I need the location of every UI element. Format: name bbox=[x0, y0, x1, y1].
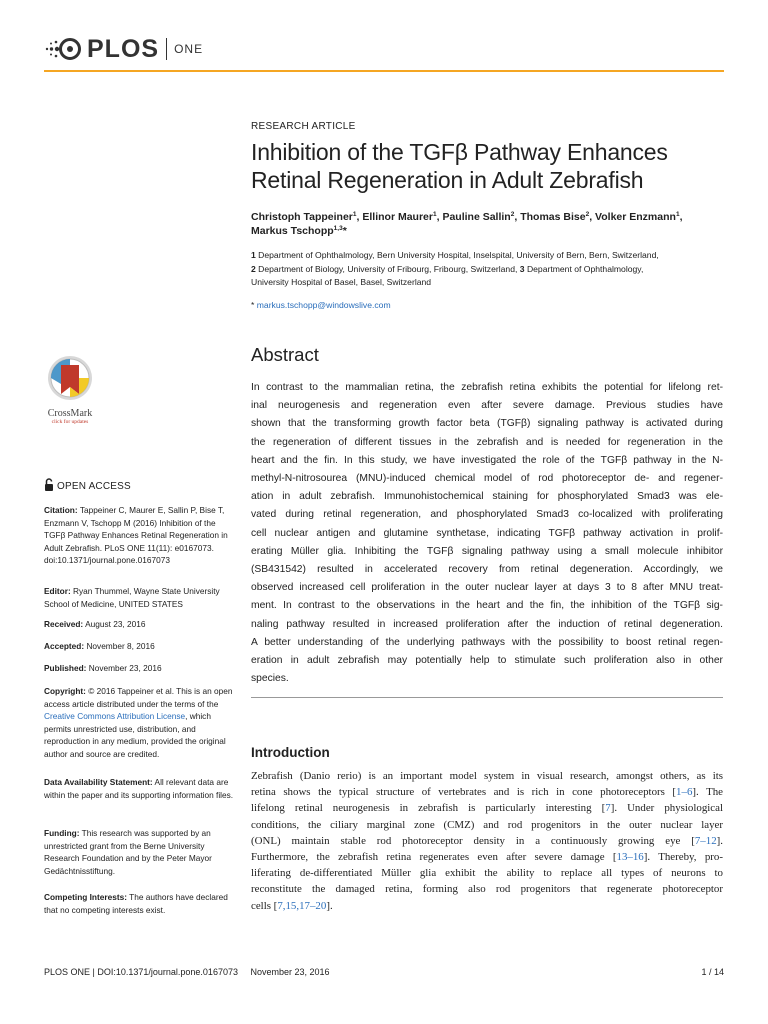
data-availability-label: Data Availability Statement: bbox=[44, 777, 153, 787]
abstract-line: erating Müller glia. Inhibiting the TGFβ signaling pathway using a small molecule inhibitor bbox=[251, 545, 723, 557]
editor-text: Ryan Thummel, Wayne State University School of Medicine, UNITED STATES bbox=[44, 586, 220, 609]
abstract-line: In contrast to the mammalian retina, the zebrafish retina exhibits the potential for lifelong ret- bbox=[251, 382, 723, 393]
abstract-line: (SB431542) resulted in accelerated recovery from retinal degeneration. Accordingly, we bbox=[251, 564, 723, 576]
corresponding-email[interactable] bbox=[251, 300, 723, 310]
abstract-line: the regeneration of different tissues in the zebrafish and is needed for regeneration in the bbox=[251, 436, 723, 448]
abstract-line: shown that the transforming growth factor beta (TGFβ) signaling pathway is activated during bbox=[251, 418, 723, 430]
abstract-line: methyl-N-nitrosourea (MNU)-induced chemical model of rod photoreceptor de- and regener- bbox=[251, 473, 723, 485]
plos-logo-text: PLOS bbox=[87, 34, 160, 63]
article-type: RESEARCH ARTICLE bbox=[251, 121, 356, 132]
abstract-line: observed increased cell proliferation in the outer nuclear layer at days 3 to 8 after MNU treat- bbox=[251, 582, 723, 594]
abstract-line: heart and the fin. In this study, we have investigated the role of the TGFβ pathway in the N- bbox=[251, 454, 723, 466]
affil-number: 2 bbox=[251, 263, 256, 274]
funding-text: This research was supported by an unrestricted grant from the Berne University Research Foundation and by the Peter Mayor Gedächtnisstiftung. bbox=[44, 828, 212, 876]
citation-label: Citation: bbox=[44, 505, 78, 515]
open-access-badge bbox=[44, 478, 131, 495]
author-name[interactable]: Markus Tschopp bbox=[251, 225, 334, 237]
affil-text: Department of Biology, University of Fribourg, Fribourg, Switzerland, bbox=[258, 263, 518, 274]
affil-number: 3 bbox=[519, 263, 525, 274]
received-label: Received: bbox=[44, 619, 84, 629]
intro-line: Furthermore, the zebrafish retina regenerates even after severe damage [13–16]. Thereby, pro- bbox=[251, 851, 723, 864]
author-name[interactable]: Christoph Tappeiner bbox=[251, 211, 353, 223]
intro-line: reconstitute the damaged retina, forming also rod progenitors that regenerate photoreceptor bbox=[251, 883, 723, 896]
copyright-text: © 2016 Tappeiner et al. This is an open access article distributed under the terms of the bbox=[44, 686, 233, 709]
abstract-line: naling pathway resulted in increased proliferation after the induction of retinal degeneration. bbox=[251, 618, 723, 630]
open-access-label: OPEN ACCESS bbox=[57, 481, 131, 492]
funding-block bbox=[44, 827, 234, 877]
footer-date: November 23, 2016 bbox=[250, 967, 330, 977]
published-label: Published: bbox=[44, 663, 87, 673]
accepted-label: Accepted: bbox=[44, 641, 85, 651]
affil-text: Department of Ophthalmology, Bern University Hospital, Inselspital, University of Bern, Bern, Switzerland, bbox=[258, 250, 659, 260]
data-availability-text: All relevant data are within the paper and its supporting information files. bbox=[44, 777, 234, 800]
abstract-text bbox=[251, 379, 723, 688]
abstract-line: A better understanding of the underlying pathways with the possibility to boost retinal regen- bbox=[251, 636, 723, 648]
received-block bbox=[44, 618, 234, 631]
author-name[interactable]: Pauline Sallin bbox=[442, 211, 511, 223]
copyright-label: Copyright: bbox=[44, 686, 86, 696]
intro-line: lifelong retinal neurogenesis in zebrafish is particularly interesting [7]. Under physiological bbox=[251, 802, 723, 815]
abstract-line: cell nuclear antigen and glutamine synthetase, indicating TGFβ pathway activation in prolif- bbox=[251, 527, 723, 539]
copyright-block bbox=[44, 685, 234, 760]
citation-link[interactable]: 1–6 bbox=[676, 786, 693, 799]
author-name[interactable]: Ellinor Maurer bbox=[362, 211, 433, 223]
author-affil-sup: 1 bbox=[675, 211, 680, 218]
abstract-line: eration in adult zebrafish may potentially help to stimulate such proliferation also in other bbox=[251, 655, 723, 667]
abstract-line: inal neurogenesis and regeneration even after severe damage. Previous studies have bbox=[251, 400, 723, 412]
introduction-text bbox=[251, 768, 723, 914]
plos-logo-icon bbox=[44, 34, 84, 64]
affiliations bbox=[251, 249, 723, 290]
header-rule bbox=[44, 70, 724, 72]
author-affil-sup: 2 bbox=[585, 211, 590, 218]
editor-label: Editor: bbox=[44, 586, 71, 596]
journal-name: ONE bbox=[174, 42, 204, 56]
intro-line: cells [7,15,17–20]. bbox=[251, 899, 333, 912]
citation-text: Tappeiner C, Maurer E, Sallin P, Bise T, Enzmann V, Tschopp M (2016) Inhibition of the TGFβ Pathway Enhances Retinal Regeneration in Adult Zebrafish. PLoS ONE 11(11): e0167073. doi:10.1371/journal.pone.0167073 bbox=[44, 505, 228, 565]
crossmark-badge[interactable] bbox=[44, 354, 96, 425]
abstract-line: ment. In contrast to the observations in the heart and the fin, the inhibition of the TGFβ sig- bbox=[251, 600, 723, 612]
intro-line: liferating de-differentiated Müller glia exhibit the ability to replace all types of neurons to bbox=[251, 867, 723, 880]
funding-label: Funding: bbox=[44, 828, 80, 838]
data-availability-block bbox=[44, 776, 234, 801]
author-affil-sup: 1 bbox=[352, 211, 357, 218]
author-name[interactable]: Volker Enzmann bbox=[595, 211, 676, 223]
accepted-text: November 8, 2016 bbox=[86, 641, 155, 651]
published-text: November 23, 2016 bbox=[88, 663, 162, 673]
affil-number: 1 bbox=[251, 250, 256, 260]
competing-interests-block bbox=[44, 891, 234, 916]
citation-link[interactable]: 13–16 bbox=[616, 851, 644, 864]
author-affil-sup: 1,3 bbox=[333, 225, 343, 232]
section-divider bbox=[251, 697, 723, 698]
published-block bbox=[44, 662, 234, 675]
introduction-heading: Introduction bbox=[251, 745, 330, 760]
corresponding-mark: * bbox=[342, 225, 347, 237]
author-name[interactable]: Thomas Bise bbox=[520, 211, 586, 223]
affil-text: Department of Ophthalmology, bbox=[526, 263, 644, 274]
crossmark-sub: click for updates bbox=[51, 419, 89, 425]
license-link[interactable]: Creative Commons Attribution License bbox=[44, 711, 186, 721]
article-title bbox=[251, 138, 723, 194]
intro-line: Zebrafish (Danio rerio) is an important model system in visual research, amongst others, as its bbox=[251, 770, 723, 782]
plos-one-logo[interactable] bbox=[44, 34, 203, 64]
intro-line: (ONL) maintain stable rod photoreceptor density in a continuously growing eye [7–12]. bbox=[251, 834, 723, 847]
abstract-heading: Abstract bbox=[251, 344, 319, 365]
page-number: 1 / 14 bbox=[701, 967, 724, 977]
page-footer bbox=[44, 967, 724, 977]
crossmark-label: CrossMark bbox=[47, 408, 93, 419]
title-line-2: Retinal Regeneration in Adult Zebrafish bbox=[251, 167, 644, 193]
citation-link[interactable]: 7 bbox=[605, 802, 611, 815]
citation-link[interactable]: 7,15,17–20 bbox=[277, 899, 327, 912]
author-affil-sup: 2 bbox=[510, 211, 515, 218]
email-link[interactable]: markus.tschopp@windowslive.com bbox=[256, 300, 391, 310]
affil-text: University Hospital of Basel, Basel, Switzerland bbox=[251, 277, 432, 287]
citation-block bbox=[44, 504, 234, 567]
editor-block bbox=[44, 585, 234, 610]
footer-journal-doi: PLOS ONE | DOI:10.1371/journal.pone.0167073 bbox=[44, 967, 238, 977]
competing-interests-text: The authors have declared that no competing interests exist. bbox=[44, 892, 228, 915]
citation-link[interactable]: 7–12 bbox=[694, 834, 717, 847]
author-affil-sup: 1 bbox=[432, 211, 437, 218]
abstract-line: ation in adult zebrafish. Immunohistochemical staining for phosphorylated Smad3 was ele- bbox=[251, 491, 723, 503]
abstract-line: vated during retinal regeneration, and phosphorylated Smad3 co-localized with proliferating bbox=[251, 509, 723, 521]
abstract-line: species. bbox=[251, 673, 289, 685]
intro-line: retina shows the typical structure of vertebrates and is rich in cone photoreceptors [1–6]. The bbox=[251, 786, 724, 799]
email-star: * bbox=[251, 300, 255, 310]
intro-line: conditions, the ciliary marginal zone (CMZ) and rod progenitors in the outer nuclear layer bbox=[251, 818, 723, 831]
accepted-block bbox=[44, 640, 234, 653]
logo-divider bbox=[166, 38, 167, 60]
open-lock-icon bbox=[44, 478, 54, 495]
copyright-text-rest: , which permits unrestricted use, distribution, and reproduction in any medium, provided the original author and source are credited. bbox=[44, 711, 226, 759]
received-text: August 23, 2016 bbox=[85, 619, 146, 629]
title-line-1: Inhibition of the TGFβ Pathway Enhances bbox=[251, 139, 668, 165]
crossmark-icon bbox=[44, 354, 96, 402]
author-list: Christoph Tappeiner$^1$, Ellinor Maurer$^1$, Pauline Sallin$^2$, Thomas Bise$^2$, Volker Enzmann$^1$, Markus Tschopp$^{1,3}$* bbox=[251, 211, 683, 237]
competing-interests-label: Competing Interests: bbox=[44, 892, 127, 902]
